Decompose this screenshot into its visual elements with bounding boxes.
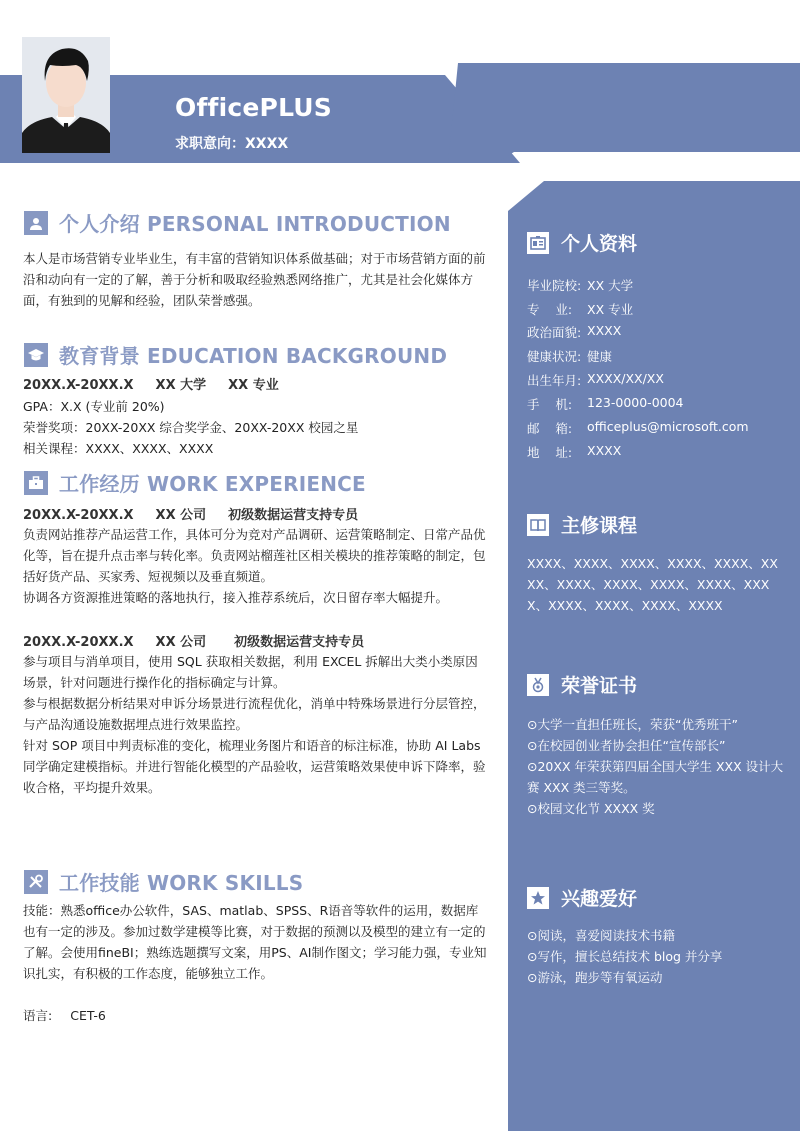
hobby-item: ⊙阅读，喜爱阅读技术书籍 [527, 928, 675, 943]
job-description: 协调各方资源推进策略的落地执行，接入推荐系统后，次日留存率大幅提升。 [23, 590, 449, 605]
intro-text: 本人是市场营销专业毕业生，有丰富的营销知识体系做基础；对于市场营销方面的前沿和动向有一定的了解，善于分析和吸取经验熟悉网络推广，尤其是社会化媒体方面，有独到的见解和经验，团队荣誉感强。 [23, 251, 486, 308]
person-card-icon [24, 211, 48, 235]
education-courses: 相关课程：XXXX、XXXX、XXXX [23, 441, 214, 456]
work-title: 工作经历 WORK EXPERIENCE [59, 472, 366, 496]
honor-item: ⊙大学一直担任班长，荣获“优秀班干” [527, 717, 738, 732]
briefcase-icon [24, 471, 48, 495]
hobbies-title: 兴趣爱好 [561, 888, 638, 910]
skills-title: 工作技能 WORK SKILLS [59, 871, 304, 895]
courses-title: 主修课程 [561, 515, 638, 537]
id-card-icon [527, 232, 549, 254]
profile-row: 政治面貌: XXXX [527, 323, 622, 340]
job-description: 针对 SOP 项目中判责标准的变化，梳理业务图片和语音的标注标准，协助 AI Labs 同学确定建模指标。并进行智能化模型的产品验收，运营策略效果使申诉下降率，验收合格，平均提升效果。 [23, 738, 486, 795]
graduation-cap-icon [24, 343, 48, 367]
profile-row: 健康状况: 健康 [527, 349, 613, 364]
hobby-item: ⊙写作，擅长总结技术 blog 并分享 [527, 949, 723, 964]
job-summary: 20XX.X-20XX.X XX 公司 初级数据运营支持专员 [23, 635, 365, 650]
job-description: 参与根据数据分析结果对申诉分场景进行流程优化，消单中特殊场景进行分层管控，与产品沟通设施数据埋点进行效果监控。 [23, 696, 486, 732]
courses-list: XXXX、XXXX、XXXX、XXXX、XXXX、XXXX、XXXX、XXXX、XXXX、XXXX、XXXX、XXXX、XXXX、XXXX、XXXX [527, 556, 778, 613]
work-header [24, 468, 366, 497]
job-summary: 20XX.X-20XX.X XX 公司 初级数据运营支持专员 [23, 508, 359, 523]
hobbies-header [527, 884, 637, 911]
job-description: 负责网站推荐产品运营工作，具体可分为竞对产品调研、运营策略制定、日常产品优化等，旨在提升点击率与转化率。负责网站榴莲社区相关模块的推荐策略的制定，包括好货产品、买家秀、短视频以及垂直频道。 [23, 527, 486, 584]
language-line: 语言: CET-6 [23, 1008, 106, 1023]
education-awards: 荣誉奖项：20XX-20XX 综合奖学金、20XX-20XX 校园之星 [23, 420, 359, 435]
honor-item: ⊙校园文化节 XXXX 奖 [527, 801, 655, 816]
avatar-illustration [22, 37, 110, 153]
profile-row: 手 机: 123-0000-0004 [527, 395, 684, 412]
profile-header [527, 229, 637, 256]
honor-item: ⊙20XX 年荣获第四届全国大学生 XXX 设计大赛 XXX 类三等奖。 [527, 759, 784, 795]
education-title: 教育背景 EDUCATION BACKGROUND [59, 344, 448, 368]
profile-row: 毕业院校: XX 大学 [527, 278, 634, 293]
profile-title: 个人资料 [561, 233, 638, 255]
medal-icon [527, 674, 549, 696]
intro-header [24, 208, 451, 237]
courses-header [527, 511, 637, 538]
honors-title: 荣誉证书 [561, 675, 638, 697]
hobby-item: ⊙游泳，跑步等有氧运动 [527, 970, 663, 985]
education-header [24, 340, 447, 369]
honor-item: ⊙在校园创业者协会担任“宣传部长” [527, 738, 726, 753]
star-icon [527, 887, 549, 909]
profile-row: 地 址: XXXX [527, 443, 622, 460]
skills-text: 技能：熟悉office办公软件，SAS、matlab、SPSS、R语音等软件的运用，数据库也有一定的涉及。参加过数学建模等比赛，对于数据的预测以及模型的建立有一定的了解。会使用fineBI；熟练选题撰写文案，用PS、AI制作图文；学习能力强，专业知识扎实，有积极的工作态度，能够独立工作。 [23, 903, 487, 981]
header-band-right [448, 63, 800, 163]
profile-row: 邮 箱: officeplus@microsoft.com [527, 419, 749, 436]
skills-header [24, 867, 303, 896]
education-gpa: GPA：X.X (专业前 20%) [23, 399, 165, 414]
profile-row: 专 业: XX 专业 [527, 302, 634, 317]
honors-header [527, 671, 637, 698]
candidate-name: OfficePLUS [175, 93, 333, 122]
avatar [22, 37, 110, 153]
job-intention: 求职意向：XXXX [175, 136, 289, 152]
intro-title: 个人介绍 PERSONAL INTRODUCTION [59, 212, 451, 236]
tools-icon [24, 870, 48, 894]
job-description: 参与项目与消单项目，使用 SQL 获取相关数据，利用 EXCEL 拆解出大类小类原因场景，针对问题进行操作化的指标确定与计算。 [23, 654, 478, 690]
education-summary: 20XX.X-20XX.X XX 大学 XX 专业 [23, 378, 279, 393]
profile-row: 出生年月: XXXX/XX/XX [527, 371, 664, 388]
book-icon [527, 514, 549, 536]
